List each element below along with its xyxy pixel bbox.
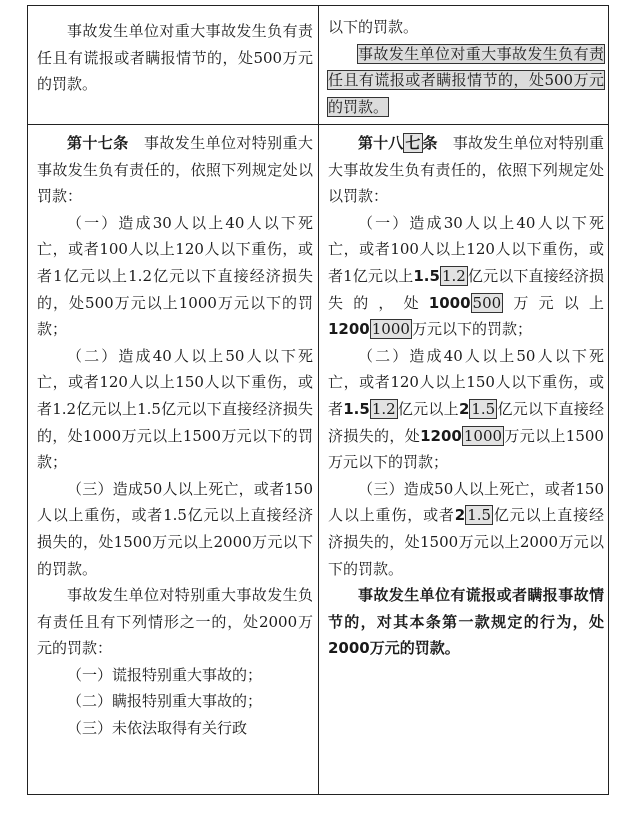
row1-left-cell: [37, 18, 313, 98]
article17-intro: 第十七条 事故发生单位对特别重大事故发生负有责任的，依照下列规定处以罚款：: [37, 134, 313, 206]
row2-right-cell: [328, 130, 604, 662]
article18-item2: （二）造成40人以上50人以下死亡，或者120人以上150人以下重伤，或者1.5 1.2 亿元以上2 1.5 亿元以下直接经济损失的，处1200 1000 万元以上1500万元以下的罚款；: [328, 346, 604, 472]
article17-sub2: （二）瞒报特别重大事故的；: [67, 692, 263, 711]
article17-heading: 第十七条: [67, 134, 129, 152]
row2-left-cell: [37, 130, 313, 742]
article18-intro: 第十八 七 条 事故发生单位对特别重大事故发生负有责任的，依照下列规定处以罚款：: [328, 134, 604, 206]
row1-left-text: 事故发生单位对重大事故发生负有责任且有谎报或者瞒报情节的，处500万元的罚款。: [37, 22, 313, 94]
article17-sub3: （三）未依法取得有关行政: [67, 719, 248, 738]
article18-added-paragraph: 事故发生单位有谎报或者瞒报事故情节的，对其本条第一款规定的行为，处2000万元的罚款。: [328, 586, 604, 658]
article17-sub1: （一）谎报特别重大事故的；: [67, 665, 263, 684]
row1-right-cell: [328, 14, 604, 120]
article17-item3: （三）造成50人以上死亡，或者150人以上重伤，或者1.5亿元以上直接经济损失的，处1500万元以上2000万元以下的罚款。: [37, 479, 313, 578]
article17-item1: （一）造成30人以上40人以下死亡，或者100人以上120人以下重伤，或者1亿元以上1.2亿元以下直接经济损失的，处500万元以上1000万元以下的罚款；: [37, 213, 313, 339]
article18-item1: （一）造成30人以上40人以下死亡，或者100人以上120人以下重伤，或者1亿元以上1.5 1.2 亿元以下直接经济损失的，处1000 500 万元以上1200 1000 万元以下的罚款；: [328, 213, 604, 339]
article18-item3: （三）造成50人以上死亡，或者150人以上重伤，或者2 1.5 亿元以上直接经济损失的，处1500万元以上2000万元以下的罚款。: [328, 479, 604, 578]
deleted-number-marker: 七: [405, 134, 421, 152]
row-divider: [28, 124, 608, 125]
article17-item2: （二）造成40人以上50人以下死亡，或者120人以上150人以下重伤，或者1.2亿元以上1.5亿元以下直接经济损失的，处1000万元以上1500万元以下的罚款；: [37, 346, 313, 472]
article18-heading: 第十八 七 条: [358, 134, 438, 152]
row1-right-intro: 以下的罚款。: [328, 18, 419, 36]
row1-right-added: [328, 41, 604, 121]
comparison-table: [27, 5, 609, 795]
added-text-highlight: 事故发生单位对重大事故发生负有责任且有谎报或者瞒报情节的，处500万元的罚款。: [328, 44, 604, 116]
article17-para2: 事故发生单位对特别重大事故发生负有责任且有下列情形之一的，处2000万元的罚款：: [37, 586, 313, 658]
